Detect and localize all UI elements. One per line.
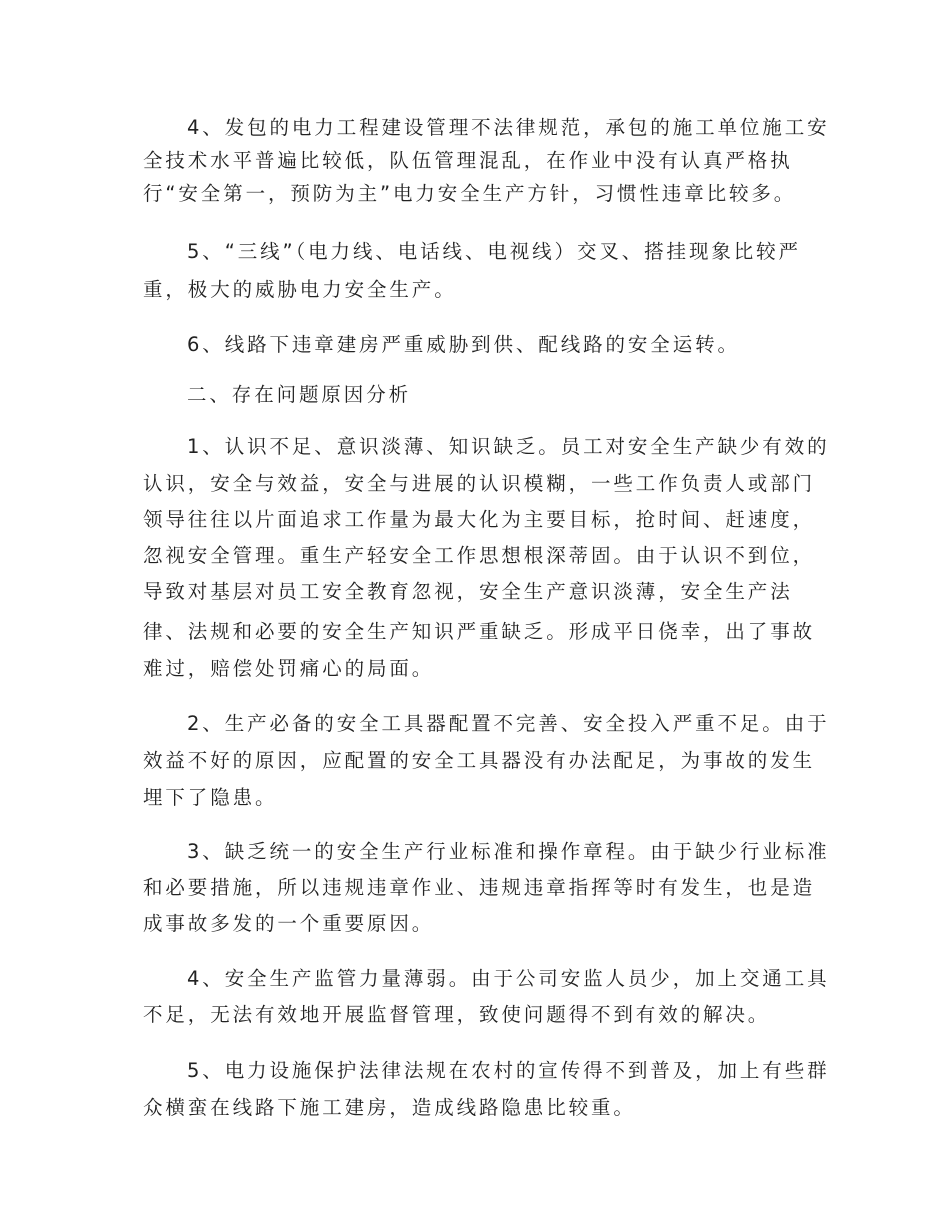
paragraph-4-line-4: 忽视安全管理。重生产轻安全工作思想根深蒂固。由于认识不到位， bbox=[143, 544, 816, 567]
paragraph-5-line-2: 效益不好的原因，应配置的安全工具器没有办法配足，为事故的发生 bbox=[143, 749, 816, 772]
paragraph-6-line-3: 成事故多发的一个重要原因。 bbox=[143, 912, 435, 935]
paragraph-5-line-3: 埋下了隐患。 bbox=[143, 786, 278, 809]
paragraph-1-line-1: 4、发包的电力工程建设管理不法律规范，承包的施工单位施工安 bbox=[187, 116, 830, 139]
section-heading: 二、存在问题原因分析 bbox=[187, 383, 412, 406]
paragraph-8-line-1: 5、电力设施保护法律法规在农村的宣传得不到普及，加上有些群 bbox=[187, 1059, 830, 1082]
paragraph-1-line-2: 全技术水平普遍比较低，队伍管理混乱，在作业中没有认真严格执 bbox=[143, 149, 793, 172]
paragraph-4-line-7: 难过，赔偿处罚痛心的局面。 bbox=[143, 657, 435, 680]
paragraph-7-line-2: 不足，无法有效地开展监督管理，致使问题得不到有效的解决。 bbox=[143, 1003, 771, 1026]
paragraph-2-line-2: 重，极大的威胁电力安全生产。 bbox=[143, 278, 457, 301]
paragraph-3-line-1: 6、线路下违章建房严重威胁到供、配线路的安全运转。 bbox=[187, 333, 740, 356]
paragraph-4-line-5: 导致对基层对员工安全教育忽视，安全生产意识淡薄，安全生产法 bbox=[143, 580, 793, 603]
paragraph-8-line-2: 众横蛮在线路下施工建房，造成线路隐患比较重。 bbox=[143, 1096, 636, 1119]
paragraph-4-line-1: 1、认识不足、意识淡薄、知识缺乏。员工对安全生产缺少有效的 bbox=[187, 435, 830, 458]
paragraph-6-line-1: 3、缺乏统一的安全生产行业标准和操作章程。由于缺少行业标准 bbox=[187, 840, 830, 863]
paragraph-6-line-2: 和必要措施，所以违规违章作业、违规违章指挥等时有发生，也是造 bbox=[143, 876, 816, 899]
paragraph-2-line-1: 5、“三线”（电力线、电话线、电视线）交叉、搭挂现象比较严 bbox=[187, 240, 801, 263]
paragraph-4-line-2: 认识，安全与效益，安全与进展的认识模糊，一些工作负责人或部门 bbox=[143, 472, 816, 495]
paragraph-7-line-1: 4、安全生产监管力量薄弱。由于公司安监人员少，加上交通工具 bbox=[187, 967, 830, 990]
paragraph-1-line-3: 行“安全第一，预防为主”电力安全生产方针，习惯性违章比较多。 bbox=[143, 182, 797, 205]
paragraph-4-line-3: 领导往往以片面追求工作量为最大化为主要目标，抢时间、赶速度， bbox=[143, 508, 816, 531]
paragraph-4-line-6: 律、法规和必要的安全生产知识严重缺乏。形成平日侥幸，出了事故 bbox=[143, 620, 816, 643]
paragraph-5-line-1: 2、生产必备的安全工具器配置不完善、安全投入严重不足。由于 bbox=[187, 712, 830, 735]
